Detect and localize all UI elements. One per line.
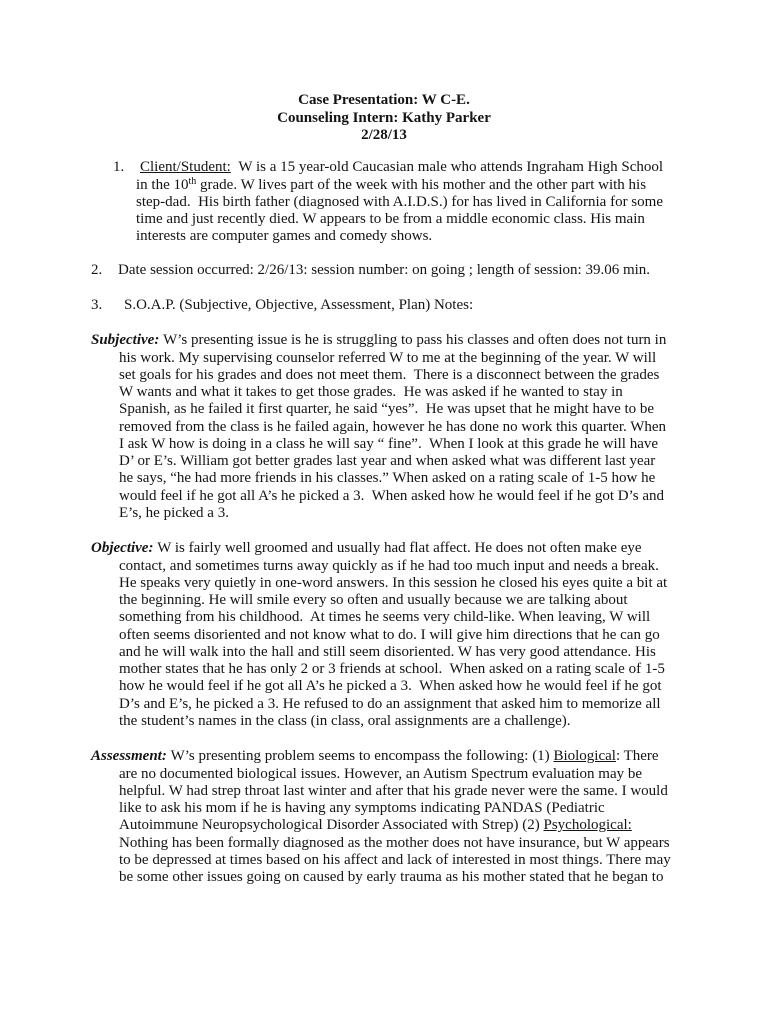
assessment-line: Nothing has been formally diagnosed as the mother does not have insurance, but W appears xyxy=(119,834,670,851)
assessment-line-text: W’s presenting problem seems to encompass the following: (1) xyxy=(170,748,554,765)
objective-line: how he would feel if he got all A’s he picked a 3. When asked how he would feel if he got xyxy=(119,678,662,695)
list-number: 1. xyxy=(113,159,125,176)
psychological-heading: Psychological: xyxy=(543,817,632,834)
subjective-line: he says, “he had more friends in his classes.” When asked on a rating scale of 1-5 how he xyxy=(119,470,656,487)
subjective-line: I ask W how is doing in a class he will say “ fine”. When I look at this grade he will have xyxy=(119,435,659,452)
assessment-line-text: : There xyxy=(615,748,659,765)
document-date: 2/28/13 xyxy=(361,126,407,143)
intern-name: Counseling Intern: Kathy Parker xyxy=(277,109,491,126)
client-student-line: interests are computer games and comedy shows. xyxy=(136,228,433,245)
subjective-section xyxy=(91,332,701,522)
client-student-line-text: W is a 15 year-old Caucasian male who attends Ingraham High School xyxy=(238,159,664,176)
list-number: 3. xyxy=(91,297,103,314)
objective-line: the beginning. He will smile every so often and usually because we are talking about xyxy=(119,592,628,609)
assessment-label: Assessment: xyxy=(91,748,167,765)
assessment-line: be some other issues going on caused by early trauma as his mother stated that he began to xyxy=(119,869,664,886)
grade-text-before: in the 10 xyxy=(136,176,189,193)
case-title: Case Presentation: W C-E. xyxy=(298,92,470,109)
assessment-line xyxy=(91,748,701,765)
document-header xyxy=(0,92,768,144)
client-student-text xyxy=(136,159,686,245)
grade-text-after: grade. W lives part of the week with his mother and the other part with his xyxy=(196,176,647,193)
objective-line: mother states that he has only 2 or 3 friends at school. When asked on a rating scale of 1-5 xyxy=(119,661,665,678)
assessment-line xyxy=(91,817,701,834)
assessment-line-text: Autoimmune Neuropsychological Disorder Associated with Strep) (2) xyxy=(119,817,544,834)
client-student-line xyxy=(136,159,686,176)
subjective-line xyxy=(91,332,701,349)
subjective-line: E’s, he picked a 3. xyxy=(119,504,229,521)
objective-line: He speaks very quietly in one-word answers. In this session he closed his eyes quite a bit at xyxy=(119,574,668,591)
objective-line: contact, and sometimes turns away quickly as if he had too much input and needs a break. xyxy=(119,557,659,574)
soap-notes-heading: S.O.A.P. (Subjective, Objective, Assessment, Plan) Notes: xyxy=(124,297,474,314)
objective-label: Objective: xyxy=(91,540,154,557)
list-number: 2. xyxy=(91,262,103,279)
client-student-line: time and just recently died. W appears to be from a middle economic class. His main xyxy=(136,211,645,228)
objective-line: often seems disoriented and not know what to do. I will give him directions that he can go xyxy=(119,626,660,643)
assessment-line: are no documented biological issues. However, an Autism Spectrum evaluation may be xyxy=(119,765,643,782)
subjective-line: D’ or E’s. William got better grades last year and when asked what was different last year xyxy=(119,453,656,470)
subjective-line: would feel if he got all A’s he picked a 3. When asked how he would feel if he got D’s and xyxy=(119,487,665,504)
objective-line: and he will walk into the hall and still seem disoriented. W has very good attendance. His xyxy=(119,643,656,660)
subjective-line: Spanish, as he failed it first quarter, he said “yes”. He was upset that he might have to be xyxy=(119,401,655,418)
assessment-line: like to ask his mom if he is having any symptoms indicating PANDAS (Pediatric xyxy=(119,800,605,817)
client-student-section xyxy=(113,159,693,249)
grade-ordinal-superscript: th xyxy=(188,175,197,187)
session-info-section xyxy=(91,262,691,280)
subjective-line: W wants and what it takes to get those grades. He was asked if he wanted to stay in xyxy=(119,384,623,401)
client-student-line xyxy=(136,177,686,194)
subjective-line: his work. My supervising counselor referred W to me at the beginning of the year. W will xyxy=(119,349,657,366)
client-student-line: step-dad. His birth father (diagnosed with A.I.D.S.) for has lived in California for some xyxy=(136,193,663,210)
objective-line: the student’s names in the class (in class, oral assignments are a challenge). xyxy=(119,712,571,729)
objective-line xyxy=(91,540,701,557)
objective-line: something from his childhood. At times he seems very child-like. When leaving, W will xyxy=(119,609,651,626)
session-info-text: Date session occurred: 2/26/13: session number: on going ; length of session: 39.06 min. xyxy=(118,262,651,279)
subjective-line: set goals for his grades and does not meet them. There is a disconnect between the grades xyxy=(119,366,660,383)
subjective-line-text: W’s presenting issue is he is struggling to pass his classes and often does not turn in xyxy=(163,332,667,349)
objective-line: D’s and E’s, he picked a 3. He refused to do an assignment that asked him to memorize all xyxy=(119,695,661,712)
assessment-section xyxy=(91,748,701,886)
subjective-label: Subjective: xyxy=(91,332,160,349)
soap-notes-heading-section xyxy=(91,297,691,315)
objective-line-text: W is fairly well groomed and usually had flat affect. He does not often make eye xyxy=(157,540,642,557)
assessment-line: to be depressed at times based on his affect and lack of interested in most things. There may xyxy=(119,851,671,868)
biological-heading: Biological xyxy=(553,748,616,765)
client-student-label: Client/Student: xyxy=(140,159,231,176)
objective-section xyxy=(91,540,701,730)
subjective-line: removed from the class is he failed again, however he has done no work this quarter. When xyxy=(119,418,667,435)
assessment-line: helpful. W had strep throat last winter and after that his grade never were the same. I would xyxy=(119,782,668,799)
